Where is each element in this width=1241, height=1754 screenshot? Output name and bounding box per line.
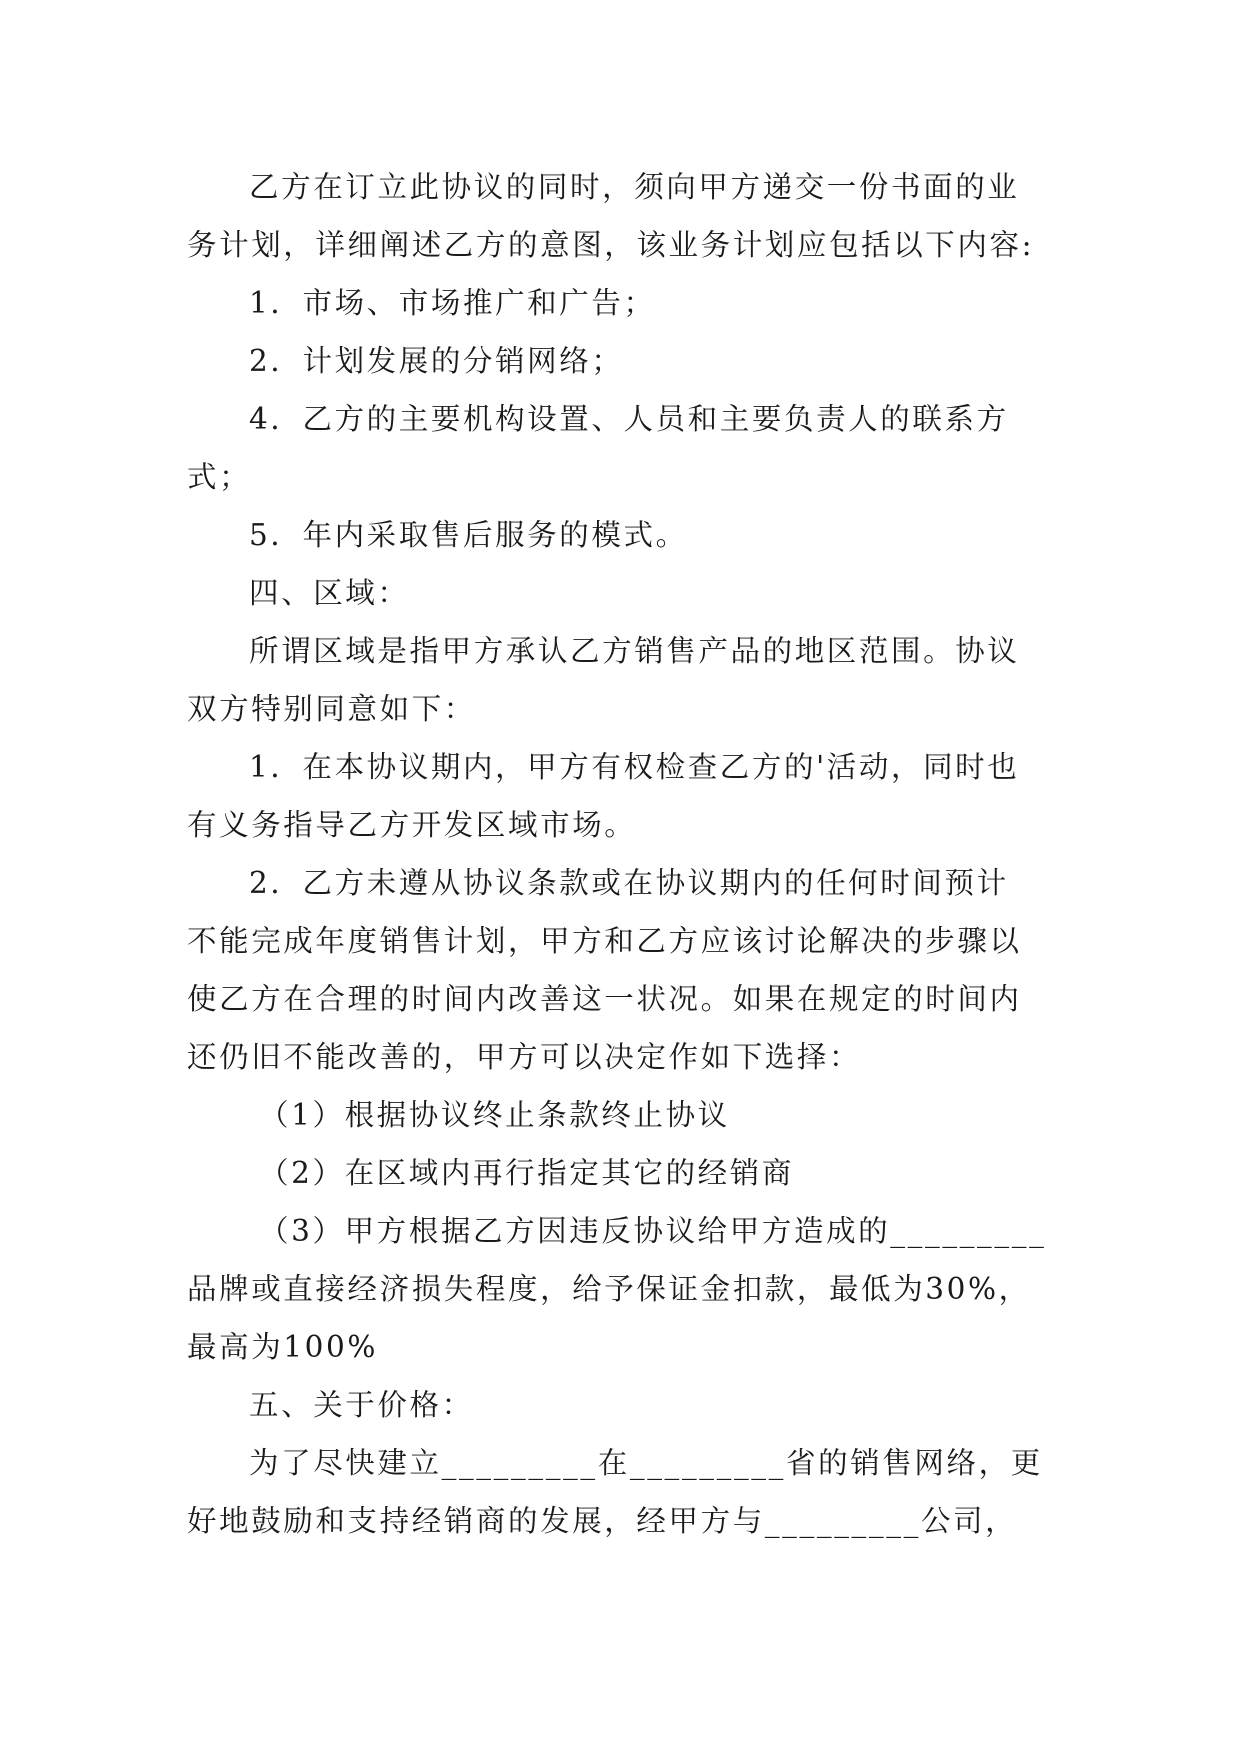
section-heading: 五、关于价格： — [249, 1388, 474, 1422]
list-item: 1．市场、市场推广和广告； — [249, 286, 656, 320]
paragraph-line: 有义务指导乙方开发区域市场。 — [187, 808, 637, 842]
paragraph-line: 好地鼓励和支持经销商的发展，经甲方与_________公司， — [187, 1504, 1018, 1538]
list-item: 2．计划发展的分销网络； — [249, 344, 624, 378]
list-item: 1．在本协议期内，甲方有权检查乙方的'活动，同时也 — [249, 750, 1020, 784]
paragraph-line: 所谓区域是指甲方承认乙方销售产品的地区范围。协议 — [249, 634, 1020, 668]
list-item: 5．年内采取售后服务的模式。 — [249, 518, 688, 552]
paragraph-line: 最高为100% — [187, 1330, 379, 1364]
sub-list-item: （3）甲方根据乙方因违反协议给甲方造成的_________ — [259, 1214, 1047, 1248]
paragraph-line: 双方特别同意如下： — [187, 692, 476, 726]
section-heading: 四、区域： — [249, 576, 410, 610]
paragraph-line: 务计划，详细阐述乙方的意图，该业务计划应包括以下内容: — [187, 228, 1035, 262]
sub-list-item: （2）在区域内再行指定其它的经销商 — [259, 1156, 794, 1190]
paragraph-line: 不能完成年度销售计划，甲方和乙方应该讨论解决的步骤以 — [187, 924, 1022, 958]
paragraph-line: 使乙方在合理的时间内改善这一状况。如果在规定的时间内 — [187, 982, 1022, 1016]
sub-list-item: （1）根据协议终止条款终止协议 — [259, 1098, 730, 1132]
paragraph-line: 还仍旧不能改善的，甲方可以决定作如下选择： — [187, 1040, 862, 1074]
paragraph-line: 品牌或直接经济损失程度，给予保证金扣款，最低为30%， — [187, 1272, 1031, 1306]
list-item: 4．乙方的主要机构设置、人员和主要负责人的联系方 — [249, 402, 1009, 436]
paragraph-line: 式； — [187, 460, 252, 494]
document-body — [187, 158, 1057, 1550]
paragraph-line: 乙方在订立此协议的同时，须向甲方递交一份书面的业 — [249, 170, 1020, 204]
list-item: 2．乙方未遵从协议条款或在协议期内的任何时间预计 — [249, 866, 1009, 900]
paragraph-line: 为了尽快建立_________在_________省的销售网络，更 — [249, 1446, 1043, 1480]
